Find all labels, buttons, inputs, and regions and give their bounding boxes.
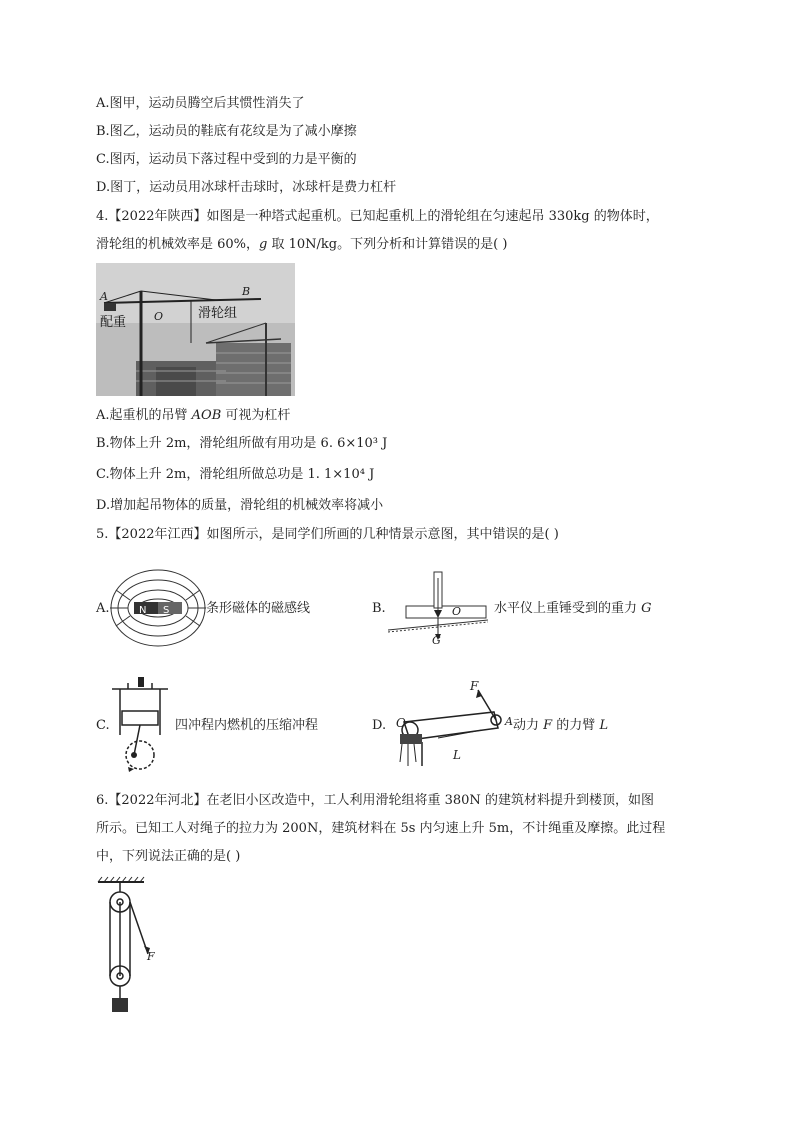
q5-b-caption: 水平仪上重锤受到的重力 G xyxy=(494,601,652,616)
q5-a-caption: 条形磁体的磁感线 xyxy=(206,601,311,616)
lever-f-label: F xyxy=(470,679,479,693)
magnet-s-label: S xyxy=(163,605,170,616)
lever-a-label: A xyxy=(505,715,513,728)
q6-stem-line2: 所示。已知工人对绳子的拉力为 200N，建筑材料在 5s 内匀速上升 5m，不计绳重及摩擦。此过程 xyxy=(96,821,666,836)
pulley-f-label: F xyxy=(147,950,155,963)
crane-label-b: B xyxy=(242,285,251,298)
q5-d-letter: D. xyxy=(372,718,387,733)
q4-stem-line1: 4.【2022年陕西】如图是一种塔式起重机。已知起重机上的滑轮组在匀速起吊 330kg 的物体时， xyxy=(96,209,659,224)
q5-d-caption: 动力 F 的力臂 L xyxy=(513,718,609,733)
magnet-n-label: N xyxy=(139,605,147,616)
crane-label-counterweight: 配重 xyxy=(100,315,127,330)
q4-option-d: D.增加起吊物体的质量，滑轮组的机械效率将减小 xyxy=(96,498,384,513)
q6-stem-line1: 6.【2022年河北】在老旧小区改造中，工人利用滑轮组将重 380N 的建筑材料提升到楼顶，如图 xyxy=(96,793,654,808)
q5-c-caption: 四冲程内燃机的压缩冲程 xyxy=(175,718,319,733)
q3-option-a: A.图甲，运动员腾空后其惯性消失了 xyxy=(96,96,305,111)
crane-label-o: O xyxy=(154,310,164,323)
level-o-label: O xyxy=(452,605,462,618)
q3-option-b: B.图乙，运动员的鞋底有花纹是为了减小摩擦 xyxy=(96,124,357,139)
tower-crane-photo xyxy=(96,263,295,396)
crane-label-a: A xyxy=(100,290,108,303)
lever-l-label: L xyxy=(453,748,461,762)
q6-stem-line3: 中，下列说法正确的是( ) xyxy=(96,849,241,864)
q3-option-d: D.图丁，运动员用冰球杆击球时，冰球杆是费力杠杆 xyxy=(96,180,397,195)
q5-a-letter: A. xyxy=(96,601,110,616)
q5-b-letter: B. xyxy=(372,601,386,616)
q4-option-c: C.物体上升 2m，滑轮组所做总功是 1. 1×10⁴ J xyxy=(96,467,375,482)
engine-compression-diagram xyxy=(110,675,170,775)
pulley-system-diagram xyxy=(96,876,166,1016)
q4-option-b: B.物体上升 2m，滑轮组所做有用功是 6. 6×10³ J xyxy=(96,436,388,451)
q5-c-letter: C. xyxy=(96,718,110,733)
q5-stem: 5.【2022年江西】如图所示，是同学们所画的几种情景示意图，其中错误的是( ) xyxy=(96,527,559,542)
q4-option-a: A.起重机的吊臂 AOB 可视为杠杆 xyxy=(96,408,291,423)
lever-o-label: O xyxy=(396,716,406,730)
bar-magnet-field-diagram xyxy=(110,568,206,652)
crane-label-pulley: 滑轮组 xyxy=(198,306,238,321)
q3-option-c: C.图丙，运动员下落过程中受到的力是平衡的 xyxy=(96,152,357,167)
lever-arm-diagram xyxy=(392,676,512,772)
q4-stem-line2: 滑轮组的机械效率是 60%，g 取 10N/kg。下列分析和计算错误的是( ) xyxy=(96,237,508,252)
level-g-label: G xyxy=(432,634,441,647)
